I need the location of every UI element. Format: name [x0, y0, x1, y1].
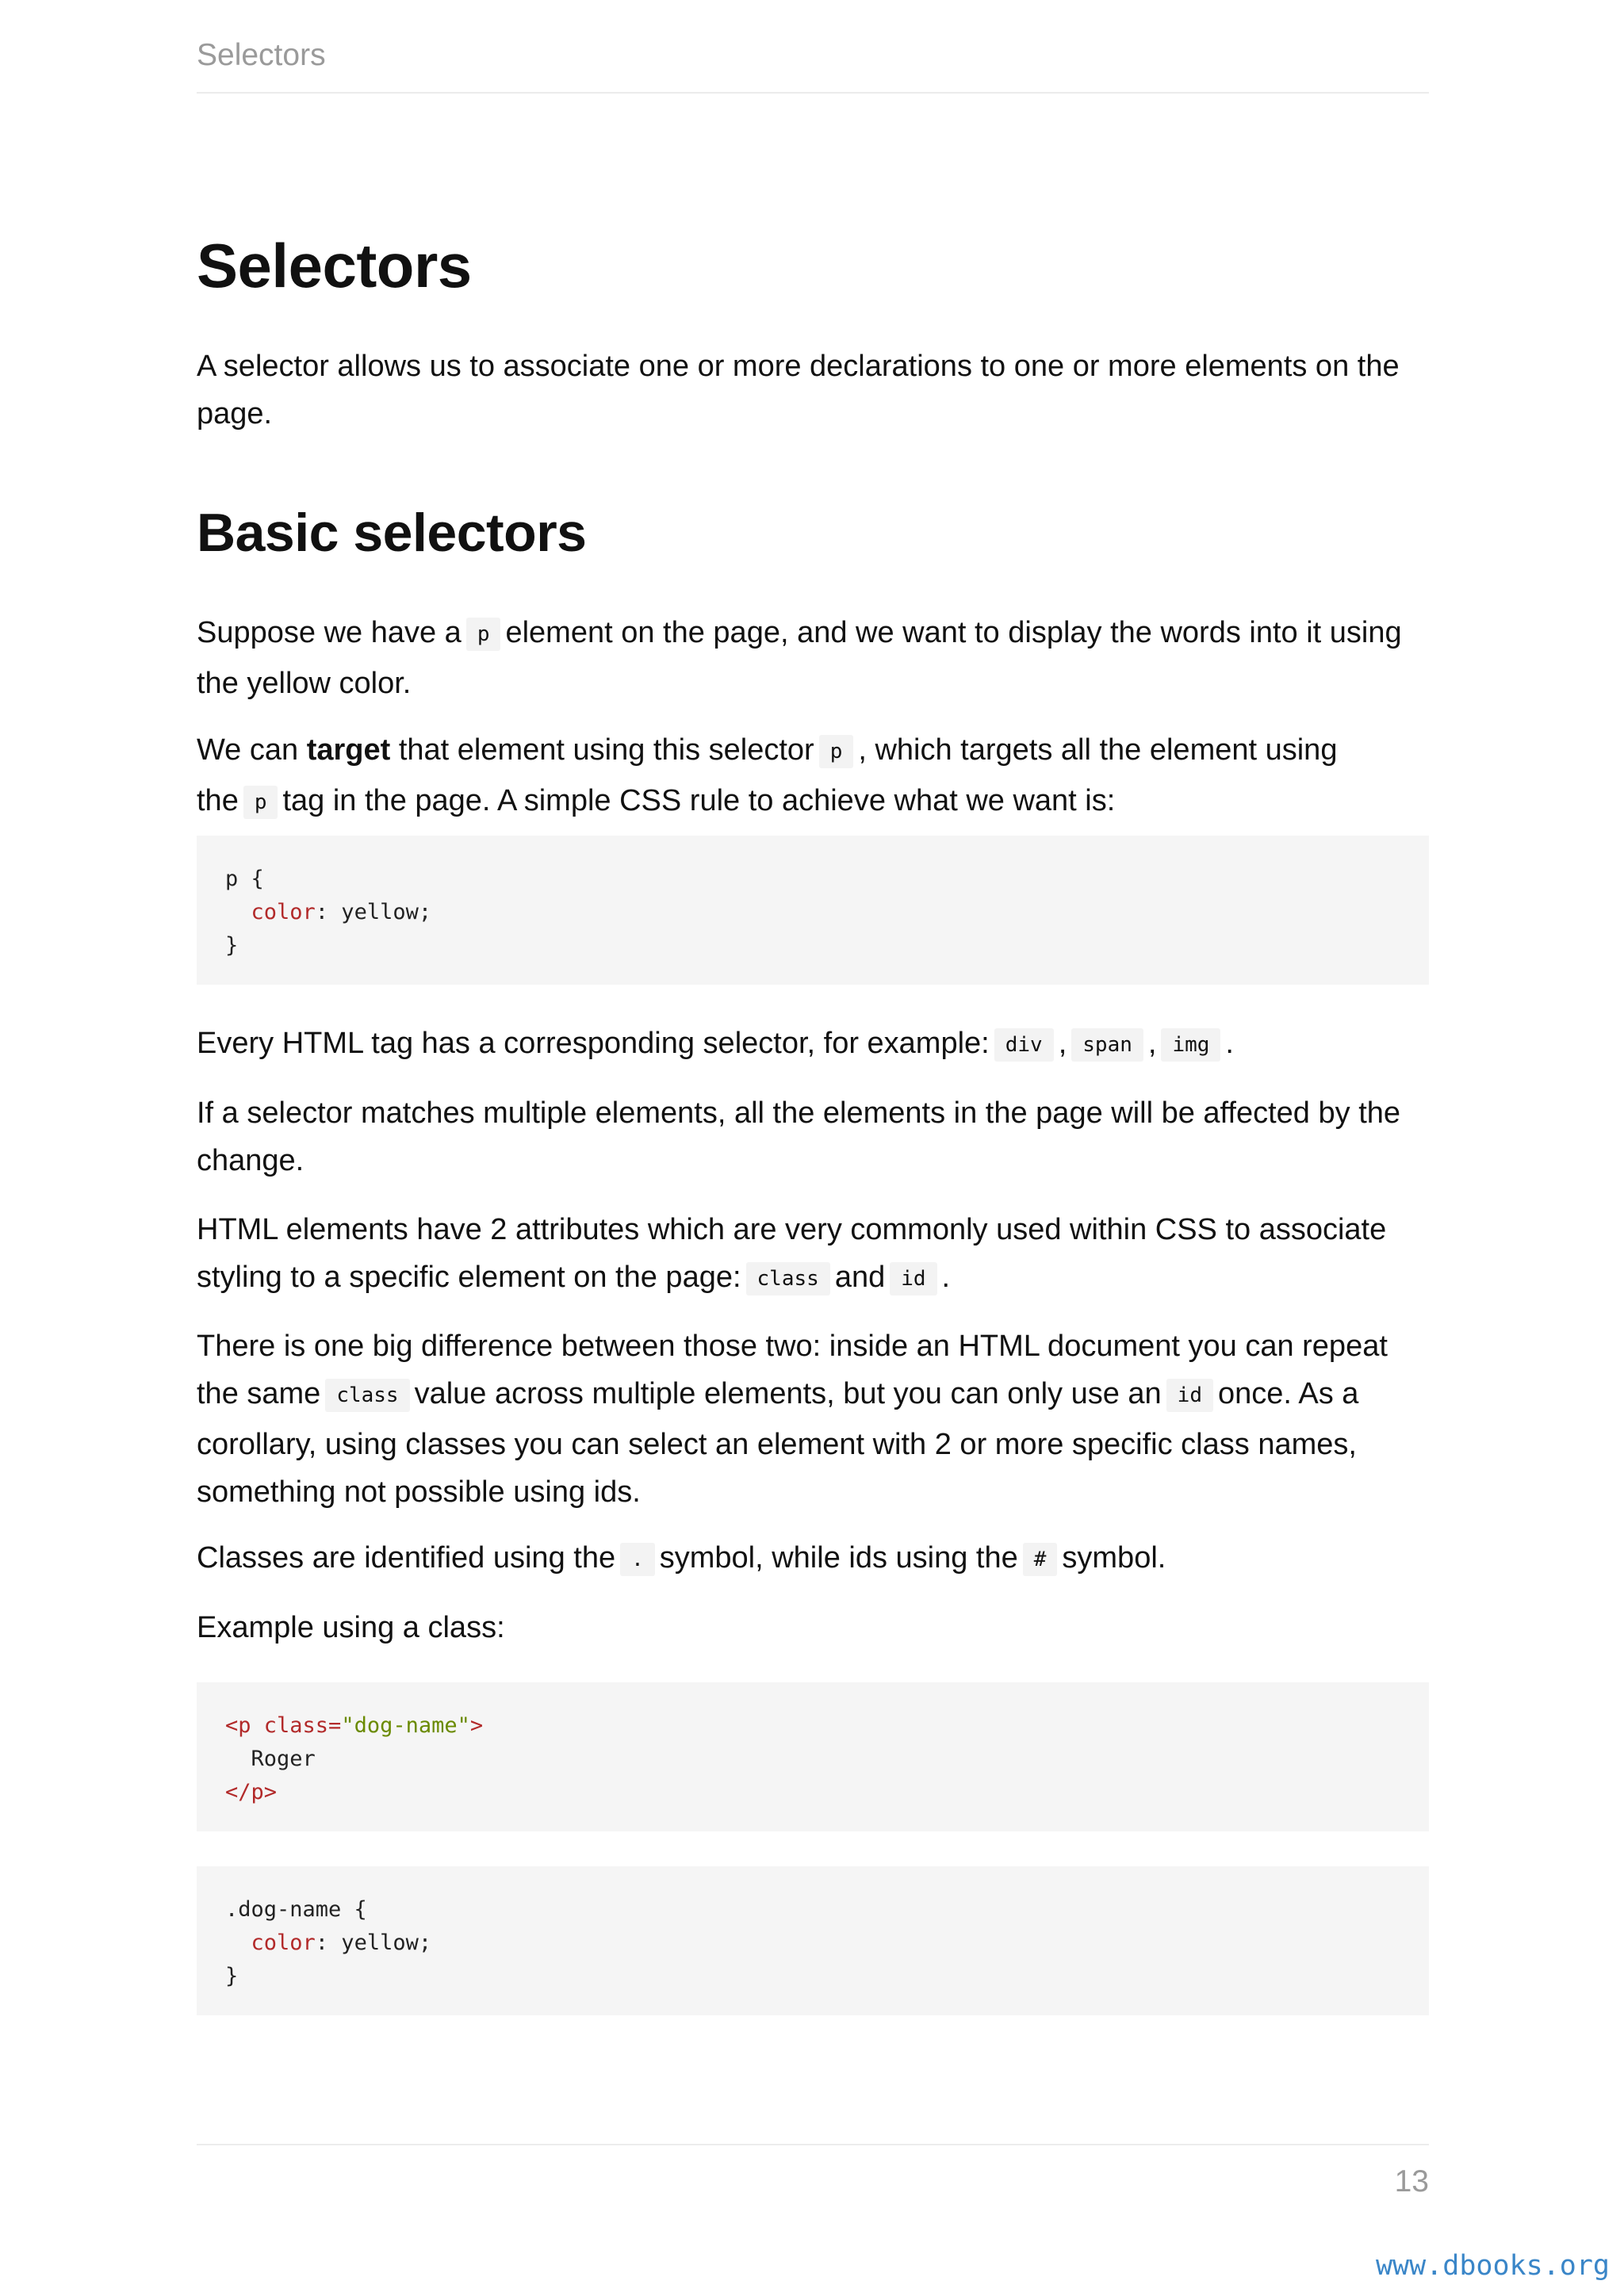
paragraph-7 — [197, 1534, 1429, 1585]
text: value across multiple elements, but you can only use an — [414, 1377, 1162, 1410]
text: HTML elements have 2 attributes which are very commonly used within CSS to associate styling to a specific element on the page: — [197, 1213, 1387, 1294]
inline-code: p — [466, 618, 501, 651]
paragraph-5 — [197, 1206, 1429, 1304]
code-line: Roger — [251, 1747, 316, 1771]
code-tag: </p> — [225, 1780, 278, 1804]
code-line: } — [225, 1964, 239, 1988]
text: , which targets all the element using the — [197, 733, 1338, 817]
inline-code: class — [746, 1262, 830, 1295]
text: and — [834, 1261, 886, 1294]
paragraph-2 — [197, 726, 1429, 828]
inline-code: p — [819, 735, 854, 768]
text: tag in the page. A simple CSS rule to achieve what we want is: — [282, 784, 1116, 817]
text: Suppose we have a — [197, 616, 462, 649]
inline-code: . — [620, 1543, 655, 1576]
code-tag: > — [469, 1713, 484, 1738]
text: once. As a corollary, using classes you can select an element with 2 or more specific class names, something not possible using ids. — [197, 1377, 1359, 1509]
code-line: } — [225, 933, 239, 958]
inline-code: id — [890, 1262, 936, 1295]
code-line: p { — [225, 867, 264, 891]
footer-divider — [197, 2144, 1429, 2145]
code-string: "dog-name" — [341, 1713, 470, 1738]
code-value: : yellow; — [315, 900, 432, 924]
paragraph-8: Example using a class: — [197, 1611, 505, 1644]
text: symbol. — [1062, 1541, 1166, 1575]
running-header: Selectors — [197, 38, 326, 72]
header-divider — [197, 92, 1429, 94]
text: Classes are identified using the — [197, 1541, 616, 1575]
text: , — [1058, 1027, 1067, 1060]
code-block-html — [197, 1682, 1429, 1831]
inline-code: class — [325, 1379, 409, 1412]
text: , — [1147, 1027, 1157, 1060]
watermark-link[interactable]: www.dbooks.org — [1375, 2250, 1610, 2282]
inline-code: p — [243, 786, 278, 819]
page-title: Selectors — [197, 231, 472, 300]
text: . — [941, 1261, 951, 1294]
page-number: 13 — [1394, 2164, 1429, 2198]
text: element on the page, and we want to display the words into it using the yellow color. — [197, 616, 1402, 700]
text: Every HTML tag has a corresponding selector, for example: — [197, 1027, 990, 1060]
inline-code: # — [1023, 1543, 1058, 1576]
text: We can — [197, 733, 299, 767]
inline-code: id — [1166, 1379, 1213, 1412]
paragraph-1 — [197, 609, 1429, 707]
section-heading: Basic selectors — [197, 503, 587, 563]
intro-paragraph: A selector allows us to associate one or more declarations to one or more elements on the page. — [197, 350, 1400, 430]
paragraph-6 — [197, 1322, 1429, 1516]
text: symbol, while ids using the — [659, 1541, 1018, 1575]
code-value: : yellow; — [315, 1931, 432, 1955]
code-block-css-p — [197, 836, 1429, 985]
code-property: color — [251, 1931, 316, 1955]
text: that element using this selector — [398, 733, 814, 767]
paragraph-4: If a selector matches multiple elements, all the elements in the page will be affected by the change. — [197, 1096, 1401, 1177]
code-block-css-class — [197, 1866, 1429, 2015]
code-tag: <p class= — [225, 1713, 342, 1738]
code-line: .dog-name { — [225, 1897, 367, 1922]
inline-code: div — [994, 1028, 1054, 1062]
inline-code: span — [1071, 1028, 1143, 1062]
code-property: color — [251, 900, 316, 924]
text: . — [1225, 1027, 1234, 1060]
bold-text: target — [306, 733, 391, 767]
paragraph-3 — [197, 1020, 1429, 1070]
inline-code: img — [1161, 1028, 1220, 1062]
text: There is one big difference between those two: inside an HTML document you can repeat the same — [197, 1330, 1388, 1410]
